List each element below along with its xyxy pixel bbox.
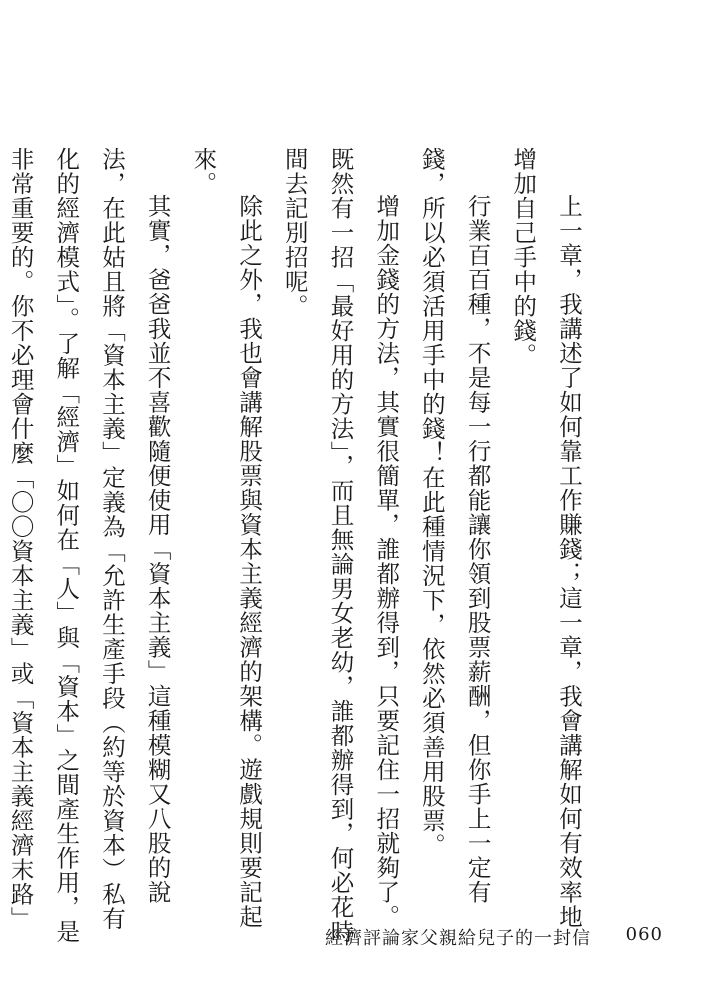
paragraph: 除此之外，我也會講解股票與資本主義經濟的架構。遊戲規則要記起來。 [189,147,264,929]
page-footer [0,924,711,954]
paragraph: 增加金錢的方法，其實很簡單，誰都辦得到，只要記住一招就夠了。既然有一招「最好用的方法」，而且無論男女老幼，誰都辦得到，何必花時間去記別招呢。 [280,147,401,944]
paragraph: 行業百百種，不是每一行都能讓你領到股票薪酬，但你手上一定有錢，所以必須活用手中的錢！在此種情況下，依然必須善用股票。 [417,147,492,905]
paragraph: 上一章，我講述了如何靠工作賺錢；這一章，我會講解如何有效率地增加自己手中的錢。 [509,147,583,929]
paragraph: 其實，爸爸我並不喜歡隨便使用「資本主義」這種模糊又八股的說法，在此姑且將「資本主義」定義為「允許生產手段（約等於資本）私有化的經濟模式」。了解「經濟」如何在「人」與「資本」之間產生作用，是非常重要的。你不必理會什麼「〇〇資本主義」或「資本主義經濟末路」 [6,147,172,944]
page-number: 060 [625,924,663,945]
body-text [0,147,591,947]
running-book-title: 經濟評論家父親給兒子的一封信 [325,928,591,949]
